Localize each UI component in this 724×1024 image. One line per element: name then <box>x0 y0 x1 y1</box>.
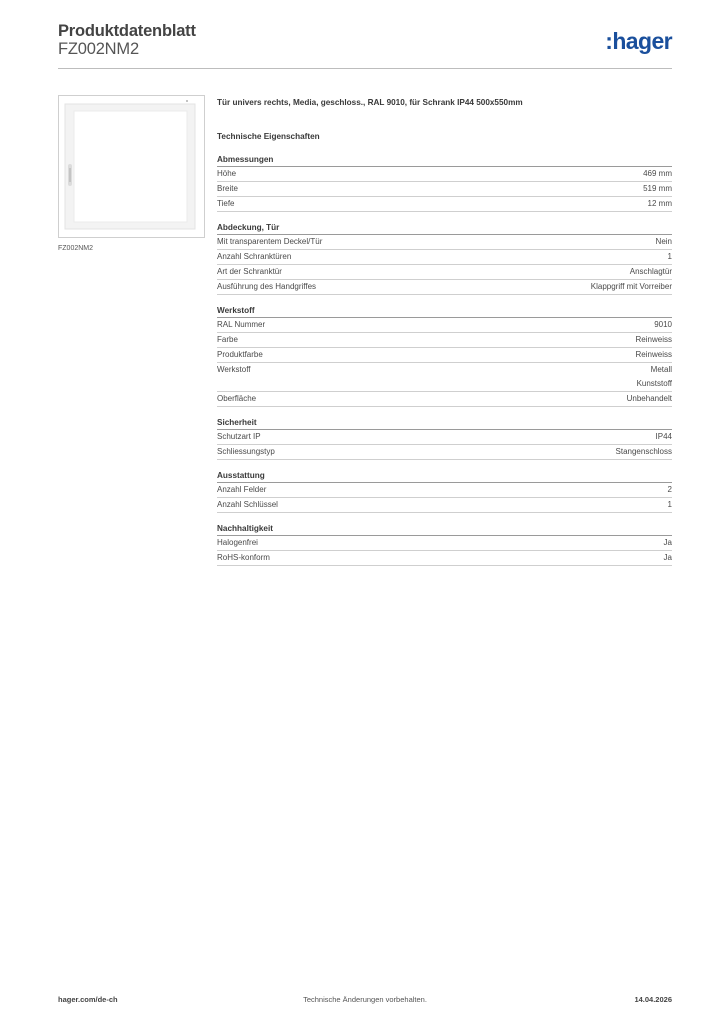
property-value <box>616 445 672 459</box>
property-value-line: Reinweiss <box>635 350 672 359</box>
property-label: Breite <box>217 184 238 193</box>
property-section <box>217 304 672 407</box>
product-image <box>58 95 205 238</box>
property-row <box>217 348 672 363</box>
property-value-line: 469 mm <box>643 169 672 178</box>
property-row <box>217 498 672 513</box>
property-label: Schliessungstyp <box>217 447 275 456</box>
property-label: Anzahl Schlüssel <box>217 500 278 509</box>
property-label: Werkstoff <box>217 365 251 374</box>
property-value-line: Reinweiss <box>635 335 672 344</box>
property-label: Farbe <box>217 335 238 344</box>
property-value-line: Ja <box>663 538 672 547</box>
property-row <box>217 197 672 212</box>
property-row <box>217 280 672 295</box>
property-value <box>664 551 672 565</box>
technical-properties-heading: Technische Eigenschaften <box>217 132 320 141</box>
property-row <box>217 265 672 280</box>
property-row <box>217 430 672 445</box>
property-label: Mit transparentem Deckel/Tür <box>217 237 323 246</box>
property-value <box>637 363 672 391</box>
page-header <box>58 22 672 69</box>
property-row <box>217 392 672 407</box>
section-title: Abdeckung, Tür <box>217 221 672 235</box>
property-label: Halogenfrei <box>217 538 258 547</box>
hager-logo: :hager <box>605 28 672 54</box>
property-row <box>217 250 672 265</box>
property-value-line: 2 <box>667 485 672 494</box>
property-value-line: 1 <box>667 500 672 509</box>
section-title: Nachhaltigkeit <box>217 522 672 536</box>
property-label: Höhe <box>217 169 237 178</box>
property-value <box>654 318 672 332</box>
property-value-line: Kunststoff <box>636 379 672 388</box>
property-label: RoHS-konform <box>217 553 270 562</box>
section-title: Abmessungen <box>217 153 672 167</box>
property-value-line: 9010 <box>654 320 672 329</box>
property-label: Anzahl Schranktüren <box>217 252 292 261</box>
property-value <box>636 333 672 347</box>
property-value-line: Ja <box>663 553 672 562</box>
section-title: Sicherheit <box>217 416 672 430</box>
property-value <box>643 167 672 181</box>
property-value <box>627 392 672 406</box>
product-details <box>217 96 672 575</box>
property-label: Produktfarbe <box>217 350 263 359</box>
page-title: Produktdatenblatt <box>58 22 196 40</box>
property-row <box>217 235 672 250</box>
property-value <box>591 280 672 294</box>
page-footer <box>58 995 672 1009</box>
article-number: FZ002NM2 <box>58 40 139 58</box>
property-label: RAL Nummer <box>217 320 266 329</box>
property-value <box>656 430 672 444</box>
property-value-line: Unbehandelt <box>626 394 672 403</box>
property-value <box>668 483 672 497</box>
property-label: Schutzart IP <box>217 432 261 441</box>
image-caption: FZ002NM2 <box>58 245 94 252</box>
property-value <box>664 536 672 550</box>
property-value-line: Nein <box>655 237 672 246</box>
property-value <box>648 197 672 211</box>
property-value <box>668 250 672 264</box>
property-sections <box>217 153 672 566</box>
property-row <box>217 483 672 498</box>
section-title: Ausstattung <box>217 469 672 483</box>
property-row <box>217 445 672 460</box>
property-value-line: Stangenschloss <box>615 447 672 456</box>
property-value-line: IP44 <box>655 432 672 441</box>
product-description: Tür univers rechts, Media, geschloss., RAL 9010, für Schrank IP44 500x550mm <box>217 98 523 107</box>
property-value-line: Klappgriff mit Vorreiber <box>590 282 672 291</box>
property-value-line: 1 <box>667 252 672 261</box>
property-row <box>217 318 672 333</box>
property-label: Art der Schranktür <box>217 267 282 276</box>
property-section <box>217 221 672 295</box>
property-row <box>217 363 672 392</box>
property-value-line: Anschlagtür <box>629 267 672 276</box>
footer-website: hager.com/de-ch <box>58 995 118 1004</box>
property-value <box>643 182 672 196</box>
property-row <box>217 536 672 551</box>
section-title: Werkstoff <box>217 304 672 318</box>
property-section <box>217 416 672 460</box>
property-value <box>636 348 672 362</box>
property-row <box>217 182 672 197</box>
property-label: Ausführung des Handgriffes <box>217 282 317 291</box>
property-label: Tiefe <box>217 199 235 208</box>
property-section <box>217 522 672 566</box>
property-value-line: 12 mm <box>647 199 672 208</box>
property-value <box>668 498 672 512</box>
property-value-line: 519 mm <box>643 184 672 193</box>
property-row <box>217 333 672 348</box>
property-value <box>656 235 672 249</box>
property-row <box>217 167 672 182</box>
property-value <box>630 265 672 279</box>
footer-date: 14.04.2026 <box>634 995 672 1004</box>
property-section <box>217 153 672 212</box>
property-label: Oberfläche <box>217 394 257 403</box>
property-row <box>217 551 672 566</box>
property-value-line: Metall <box>650 365 672 374</box>
footer-disclaimer: Technische Änderungen vorbehalten. <box>303 995 427 1004</box>
property-section <box>217 469 672 513</box>
property-label: Anzahl Felder <box>217 485 267 494</box>
